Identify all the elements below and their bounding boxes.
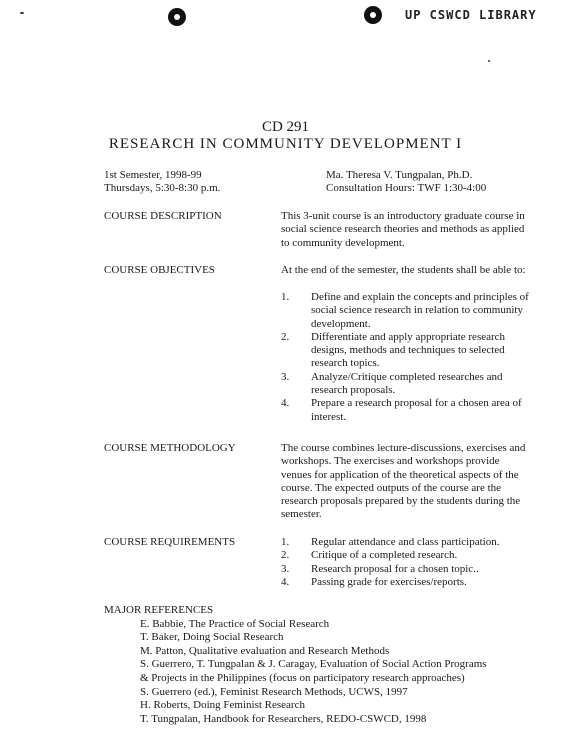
requirement-text: Research proposal for a chosen topic.. [311,562,479,575]
reference-item: T. Baker, Doing Social Research [140,631,284,644]
objectives-label: COURSE OBJECTIVES [104,264,215,276]
instructor-name: Ma. Theresa V. Tungpalan, Ph.D. [326,169,473,181]
reference-item: & Projects in the Philippines (focus on participatory research approaches) [140,671,465,684]
reference-item: T. Tungpalan, Handbook for Researchers, REDO-CSWCD, 1998 [140,712,427,725]
methodology-text: The course combines lecture-discussions, exercises and workshops. The exercises and workshops provide venues for application of the theoretical aspects of the course. The expected outputs of the course are the research proposals prepared by the students during the semester. [281,442,526,521]
requirement-item [281,549,531,562]
library-stamp: UP CSWCD LIBRARY [405,8,537,22]
objective-text: Differentiate and apply appropriate research designs, methods and techniques to selected research topics. [311,330,506,370]
objective-text: Prepare a research proposal for a chosen area of interest. [311,397,522,423]
reference-item: S. Guerrero, T. Tungpalan & J. Caragay, Evaluation of Social Action Programs [140,658,487,671]
references-label: MAJOR REFERENCES [104,604,214,616]
references-section [104,604,487,726]
objective-number: 2. [281,330,290,343]
reference-item: E. Babbie, The Practice of Social Research [140,617,330,630]
punch-hole-left [168,8,186,26]
scan-speck [20,12,24,14]
requirement-text: Regular attendance and class participation. [311,536,500,548]
reference-item: M. Patton, Qualitative evaluation and Research Methods [140,644,390,657]
instructor-info [326,169,486,195]
objective-text: Define and explain the concepts and principles of social science research in relation to community development. [311,291,529,330]
requirements-label: COURSE REQUIREMENTS [104,536,236,548]
description-label: COURSE DESCRIPTION [104,210,222,222]
objective-text: Analyze/Critique completed researches and research proposals. [311,370,503,397]
reference-item: H. Roberts, Doing Feminist Research [140,699,305,712]
requirement-item [281,563,531,576]
methodology-label: COURSE METHODOLOGY [104,442,236,454]
consultation-hours: Consultation Hours: TWF 1:30-4:00 [326,182,487,194]
requirements-list [281,536,531,589]
objective-item [281,331,531,371]
reference-item: S. Guerrero (ed.), Feminist Research Methods, UCWS, 1997 [140,685,408,698]
requirement-item [281,536,531,549]
objective-number: 1. [281,291,290,303]
objectives-intro: At the end of the semester, the students shall be able to: [281,264,526,276]
requirement-number: 3. [281,562,290,575]
semester: 1st Semester, 1998-99 [104,169,202,181]
semester-info [104,169,220,195]
schedule: Thursdays, 5:30-8:30 p.m. [104,182,221,194]
objective-item [281,291,531,331]
requirement-text: Critique of a completed research. [311,549,458,562]
requirement-item [281,576,531,589]
requirement-number: 2. [281,549,290,562]
course-code: CD 291 [261,119,310,135]
objective-number: 3. [281,370,290,383]
objectives-list [281,291,531,424]
objective-item [281,397,531,424]
requirement-number: 1. [281,536,290,548]
description-text: This 3-unit course is an introductory graduate course in social science research theories and methods as applied to community development. [281,210,525,249]
objective-number: 4. [281,397,290,410]
requirement-number: 4. [281,575,290,588]
punch-hole-right [364,6,382,24]
scan-speck [488,60,490,62]
requirement-text: Passing grade for exercises/reports. [311,575,467,588]
objective-item [281,371,531,398]
course-title: RESEARCH IN COMMUNITY DEVELOPMENT I [108,136,463,152]
